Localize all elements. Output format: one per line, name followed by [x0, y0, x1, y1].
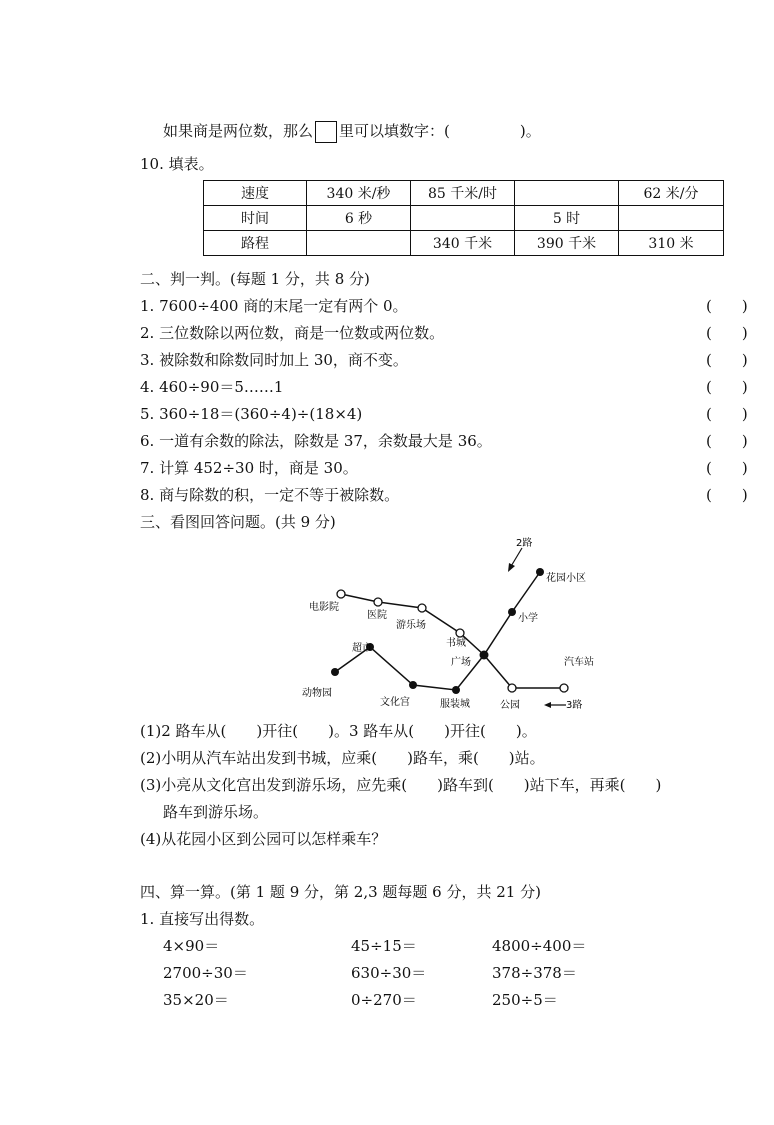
- route-3-line: [335, 572, 540, 690]
- label-xiaoxue: 小学: [518, 613, 538, 624]
- label-wenhuagong: 文化宫: [380, 697, 410, 708]
- table-cell: 340 米/秒: [307, 181, 411, 206]
- judge-answer-5[interactable]: ( ): [706, 405, 748, 423]
- section3-title: 三、看图回答问题。(共 9 分): [140, 513, 336, 531]
- judge-item-3: 3. 被除数和除数同时加上 30，商不变。: [140, 351, 408, 369]
- station-huayuan: [536, 568, 544, 576]
- table-row: [204, 231, 724, 256]
- label-gongyuan: 公园: [500, 700, 520, 711]
- label-dongwuyuan: 动物园: [302, 688, 332, 699]
- table-cell[interactable]: [515, 181, 619, 206]
- map-question-4: (4)从花园小区到公园可以怎样乘车？: [140, 830, 387, 848]
- q9-text-part1: 如果商是两位数，那么: [163, 122, 314, 140]
- table-cell: 速度: [204, 181, 307, 206]
- table-cell: 时间: [204, 206, 307, 231]
- station-guangchang: [480, 651, 489, 660]
- judge-answer-1[interactable]: ( ): [706, 297, 748, 315]
- label-dianying: 电影院: [309, 602, 339, 613]
- judge-answer-6[interactable]: ( ): [706, 432, 748, 450]
- section2-title: 二、判一判。(每题 1 分，共 8 分): [140, 270, 370, 288]
- table-cell: 390 千米: [515, 231, 619, 256]
- q9-text-part2: 里可以填数字：(: [339, 122, 450, 140]
- station-dongwuyuan: [331, 668, 339, 676]
- map-question-3: (3)小亮从文化宫出发到游乐场，应先乘( )路车到( )站下车，再乘( ): [140, 776, 662, 794]
- label-shucheng: 书城: [446, 638, 466, 649]
- table-cell[interactable]: [307, 231, 411, 256]
- map-question-3-cont: 路车到游乐场。: [163, 803, 269, 821]
- section4-title: 四、算一算。(第 1 题 9 分，第 2,3 题每题 6 分，共 21 分): [140, 883, 541, 901]
- judge-item-1: 1. 7600÷400 商的末尾一定有两个 0。: [140, 297, 408, 315]
- calc-item: 45÷15＝: [351, 937, 417, 955]
- map-question-1: (1)2 路车从( )开往( )。3 路车从( )开往( )。: [140, 722, 537, 740]
- station-yiyuan: [374, 598, 382, 606]
- judge-item-6: 6. 一道有余数的除法，除数是 37，余数最大是 36。: [140, 432, 492, 450]
- judge-item-8: 8. 商与除数的积，一定不等于被除数。: [140, 486, 400, 504]
- label-route3: 3路: [566, 700, 583, 711]
- calc-item: 4800÷400＝: [492, 937, 587, 955]
- calc-item: 378÷378＝: [492, 964, 577, 982]
- table-cell: 85 千米/时: [411, 181, 515, 206]
- calc-item: 2700÷30＝: [163, 964, 248, 982]
- label-youlechang: 游乐场: [396, 620, 426, 631]
- bus-route-map: [0, 530, 774, 730]
- label-qichezhan: 汽车站: [564, 657, 594, 668]
- judge-item-7: 7. 计算 452÷30 时，商是 30。: [140, 459, 358, 477]
- station-wenhuagong: [409, 681, 417, 689]
- judge-item-5: 5. 360÷18＝(360÷4)÷(18×4): [140, 405, 363, 423]
- route2-arrowhead-icon: [508, 563, 515, 572]
- table-cell: 310 米: [619, 231, 724, 256]
- table-cell: 340 千米: [411, 231, 515, 256]
- judge-answer-7[interactable]: ( ): [706, 459, 748, 477]
- table-row: [204, 181, 724, 206]
- table-cell: 6 秒: [307, 206, 411, 231]
- judge-answer-4[interactable]: ( ): [706, 378, 748, 396]
- station-qichezhan: [560, 684, 568, 692]
- calc-item: 0÷270＝: [351, 991, 417, 1009]
- judge-answer-2[interactable]: ( ): [706, 324, 748, 342]
- table-row: [204, 206, 724, 231]
- label-guangchang: 广场: [451, 657, 471, 668]
- section4-q1-title: 1. 直接写出得数。: [140, 910, 265, 928]
- table-cell: 路程: [204, 231, 307, 256]
- label-huayuan: 花园小区: [546, 573, 586, 584]
- table-cell: 5 时: [515, 206, 619, 231]
- judge-answer-3[interactable]: ( ): [706, 351, 748, 369]
- map-question-2: (2)小明从汽车站出发到书城，应乘( )路车，乘( )站。: [140, 749, 545, 767]
- station-shucheng: [456, 629, 464, 637]
- judge-item-4: 4. 460÷90＝5……1: [140, 378, 284, 396]
- label-route2: 2路: [516, 538, 533, 549]
- table-cell[interactable]: [619, 206, 724, 231]
- table-cell[interactable]: [411, 206, 515, 231]
- judge-item-2: 2. 三位数除以两位数，商是一位数或两位数。: [140, 324, 445, 342]
- station-xiaoxue: [508, 608, 516, 616]
- station-gongyuan: [508, 684, 516, 692]
- answer-box[interactable]: [315, 121, 337, 143]
- station-dianying: [337, 590, 345, 598]
- label-fuzhuangcheng: 服装城: [440, 699, 470, 710]
- q10-title: 10. 填表。: [140, 155, 214, 173]
- q9-text-part3: )。: [519, 122, 541, 140]
- route3-arrowhead-icon: [544, 702, 551, 708]
- calc-item: 250÷5＝: [492, 991, 558, 1009]
- station-fuzhuangcheng: [452, 686, 460, 694]
- table-cell: 62 米/分: [619, 181, 724, 206]
- q9-condition-line: [163, 121, 541, 143]
- judge-answer-8[interactable]: ( ): [706, 486, 748, 504]
- calc-item: 4×90＝: [163, 937, 220, 955]
- label-yiyuan: 医院: [367, 610, 387, 621]
- calc-item: 630÷30＝: [351, 964, 427, 982]
- calc-item: 35×20＝: [163, 991, 229, 1009]
- fill-table: [203, 180, 724, 256]
- station-youlechang: [418, 604, 426, 612]
- label-chaoshi: 超市: [352, 643, 372, 654]
